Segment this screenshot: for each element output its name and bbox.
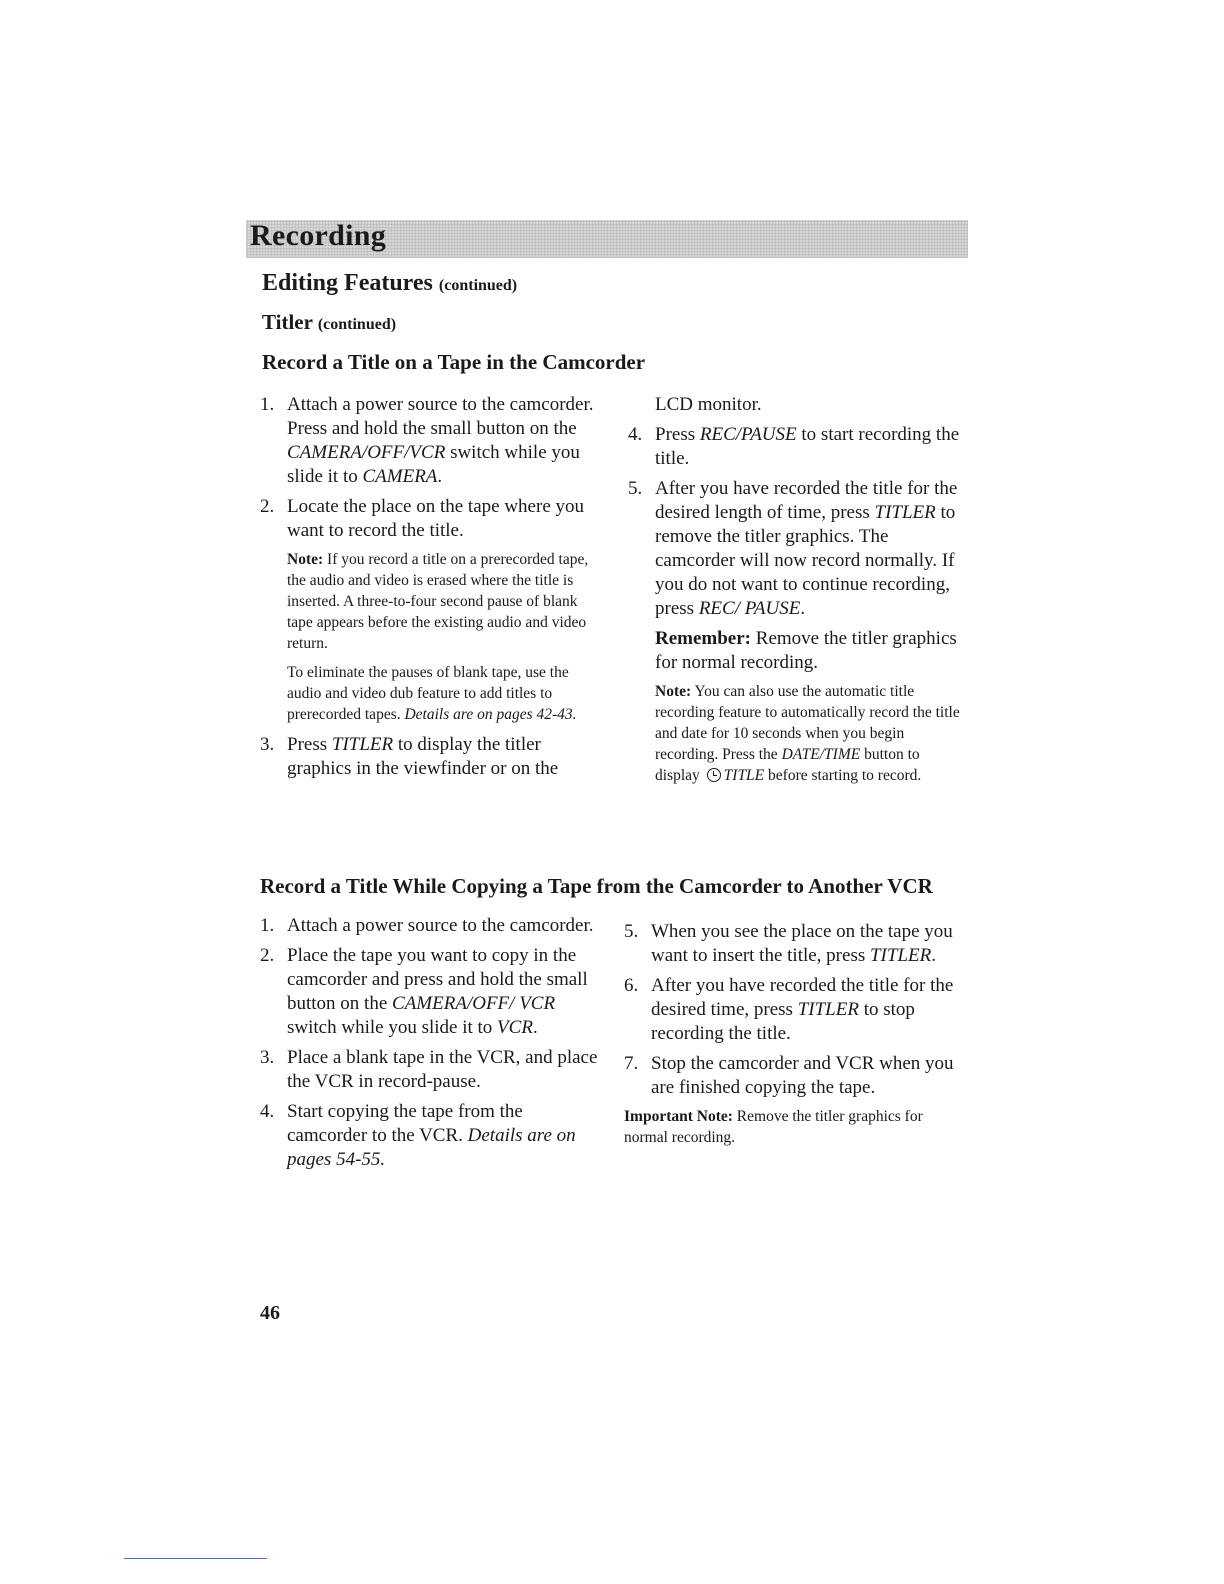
list-item: 1. Attach a power source to the camcorder. <box>260 915 594 936</box>
continued-label: (continued) <box>317 316 397 333</box>
banner-title: Recording <box>250 219 387 252</box>
important-note: Important Note: Remove the titler graphics for normal recording. <box>624 1108 923 1146</box>
list-item: 3. Press TITLER to display the titler graphics in the viewfinder or on the <box>260 734 559 779</box>
bottom-divider <box>124 1558 267 1559</box>
list-item: 6. After you have recorded the title for the desired time, press TITLER to stop recording the title. <box>624 975 954 1044</box>
list-item: 4. Press REC/PAUSE to start recording the title. <box>628 424 960 469</box>
block1-heading: Record a Title on a Tape in the Camcorder <box>262 350 646 374</box>
block1-right-column <box>628 393 968 794</box>
remember-note: Remember: Remove the titler graphics for normal recording. <box>655 628 957 673</box>
list-item: 5. When you see the place on the tape you want to insert the title, press TITLER. <box>624 921 953 966</box>
block2-right-column <box>624 920 969 1156</box>
note: Note: You can also use the automatic title recording feature to automatically record the title and date for 10 seconds when you begin recording. Press the DATE/TIME button to display TITLE before starting to record. <box>655 683 960 784</box>
list-item: 2. Place the tape you want to copy in the camcorder and press and hold the small button on the CAMERA/OFF/ VCR switch while you slide it to VCR. <box>260 945 588 1038</box>
block2-left-column <box>260 914 605 1178</box>
note: To eliminate the pauses of blank tape, use the audio and video dub feature to add titles to prerecorded tapes. Details are on pages 42-43. <box>287 664 577 723</box>
clock-icon <box>707 768 721 782</box>
section-banner <box>246 220 968 258</box>
list-item: 4. Start copying the tape from the camcorder to the VCR. Details are on pages 54-55. <box>260 1101 576 1170</box>
list-item: 1. Attach a power source to the camcorder. Press and hold the small button on the CAMERA/OFF/VCR switch while you slide it to CAMERA. <box>260 394 594 487</box>
continued-label: (continued) <box>438 277 518 294</box>
list-item: 5. After you have recorded the title for the desired length of time, press TITLER to remove the titler graphics. The camcorder will now record normally. If you do not want to continue recording, press REC/ PAUSE. Remember: Remove the titler graphics for normal recording. Note: You can also use the automatic title recording feature to automatically record the title and date for 10 seconds when you begin recording. Press the DATE/TIME button to display TITLE before starting to record. <box>628 477 968 786</box>
block1-left-column <box>260 393 600 787</box>
subsection-heading: Titler (continued) <box>262 310 397 334</box>
list-item-continued: LCD monitor. <box>655 394 762 415</box>
note: Note: If you record a title on a prerecorded tape, the audio and video is erased where the title is inserted. A three-to-four second pause of blank tape appears before the existing audio and video return. <box>287 551 589 652</box>
page-number: 46 <box>260 1302 280 1324</box>
list-item: 2. Locate the place on the tape where you want to record the title. Note: If you record a title on a prerecorded tape, the audio and video is erased where the title is inserted. A three-to-four second pause of blank tape appears before the existing audio and video return. To eliminate the pauses of blank tape, use the audio and video dub feature to add titles to prerecorded tapes. Details are on pages 42-43. <box>260 495 600 725</box>
section-heading: Editing Features (continued) <box>262 270 518 296</box>
list-item: 7. Stop the camcorder and VCR when you are finished copying the tape. <box>624 1053 954 1098</box>
list-item: 3. Place a blank tape in the VCR, and place the VCR in record-pause. <box>260 1047 598 1092</box>
block2-heading: Record a Title While Copying a Tape from the Camcorder to Another VCR <box>260 874 933 898</box>
